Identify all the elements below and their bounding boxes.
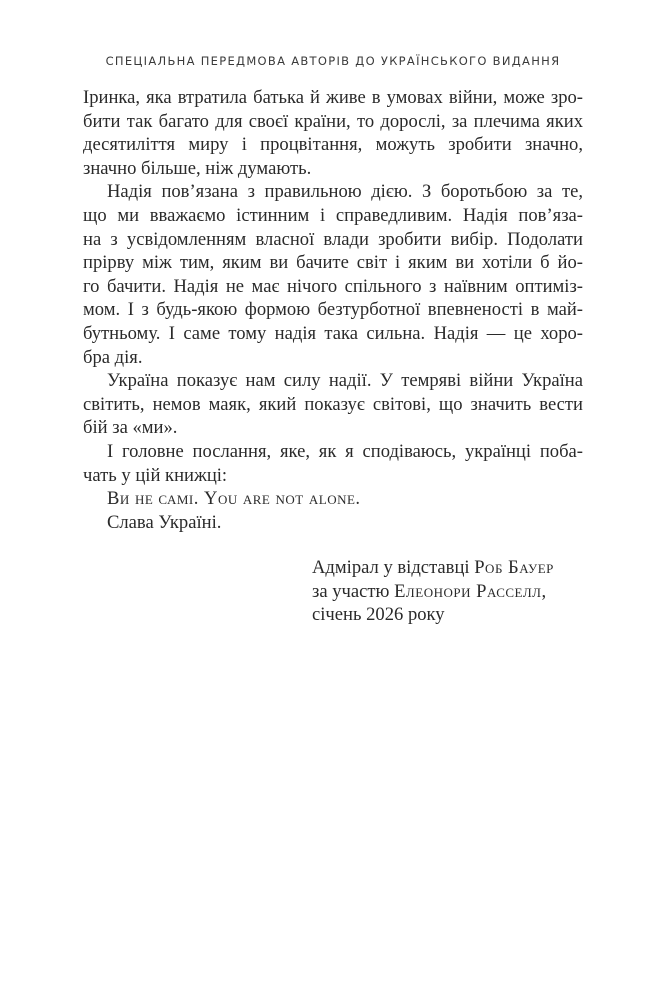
signature-line [312, 580, 554, 604]
text-line: Україна показує нам силу надії. У темряві війни Україна [107, 370, 583, 392]
paragraph [83, 487, 583, 511]
text-line: Надія пов’язана з правильною дією. З боротьбою за те, [107, 181, 583, 203]
signature-text: за участю [312, 580, 395, 602]
text-line: го бачити. Надія не має нічого спільного з наївним оптиміз- [83, 275, 583, 297]
text-line: бутньому. І саме тому надія така сильна. Надія — це хоро- [83, 322, 583, 344]
text-line: десятиліття миру і процвітання, можуть зробити значно, [83, 134, 583, 156]
text-line: бій за «ми». [83, 417, 178, 439]
signature [312, 556, 554, 627]
text-line: світить, немов маяк, який показує світові, що значить вести [83, 393, 583, 415]
text-line: чать у цій книжці: [83, 464, 228, 486]
text-line: Ви не самі. You are not alone. [107, 488, 361, 510]
signature-line [312, 556, 554, 580]
text-line: бити так багато для своєї країни, то дорослі, за плечима яких [83, 110, 583, 132]
signature-date: січень 2026 року [312, 604, 445, 626]
signature-title: Адмірал у відставці [312, 557, 475, 578]
text-line: І головне послання, яке, як я сподіваюсь, українці поба- [107, 440, 583, 462]
paragraph [83, 440, 583, 487]
text-line: що ми вважаємо істинним і справедливим. Надія пов’яза- [83, 204, 583, 226]
paragraph [83, 369, 583, 440]
text-line: мом. І з будь-якою формою безтурботної впевненості в май- [83, 299, 583, 321]
text-line: значно більше, ніж думають. [83, 157, 312, 179]
author-name: Роб Бауер [474, 557, 554, 578]
text-line: на з усвідомленням власної влади зробити вибір. Подолати [83, 228, 583, 250]
signature-punct: , [541, 580, 547, 602]
paragraph [83, 86, 583, 180]
text-line: бра дія. [83, 346, 143, 368]
paragraph [83, 511, 583, 535]
text-line: Слава Україні. [107, 511, 222, 533]
body-text [83, 86, 583, 534]
paragraph [83, 180, 583, 369]
running-header: СПЕЦІАЛЬНА ПЕРЕДМОВА АВТОРІВ ДО УКРАЇНСЬКОГО ВИДАННЯ [105, 54, 561, 68]
text-line: Іринка, яка втратила батька й живе в умовах війни, може зро- [83, 87, 583, 108]
text-line: прірву між тим, яким ви бачите світ і яким ви хотіли б йо- [83, 252, 583, 274]
coauthor-name: Елеонори Расселл [394, 580, 542, 602]
